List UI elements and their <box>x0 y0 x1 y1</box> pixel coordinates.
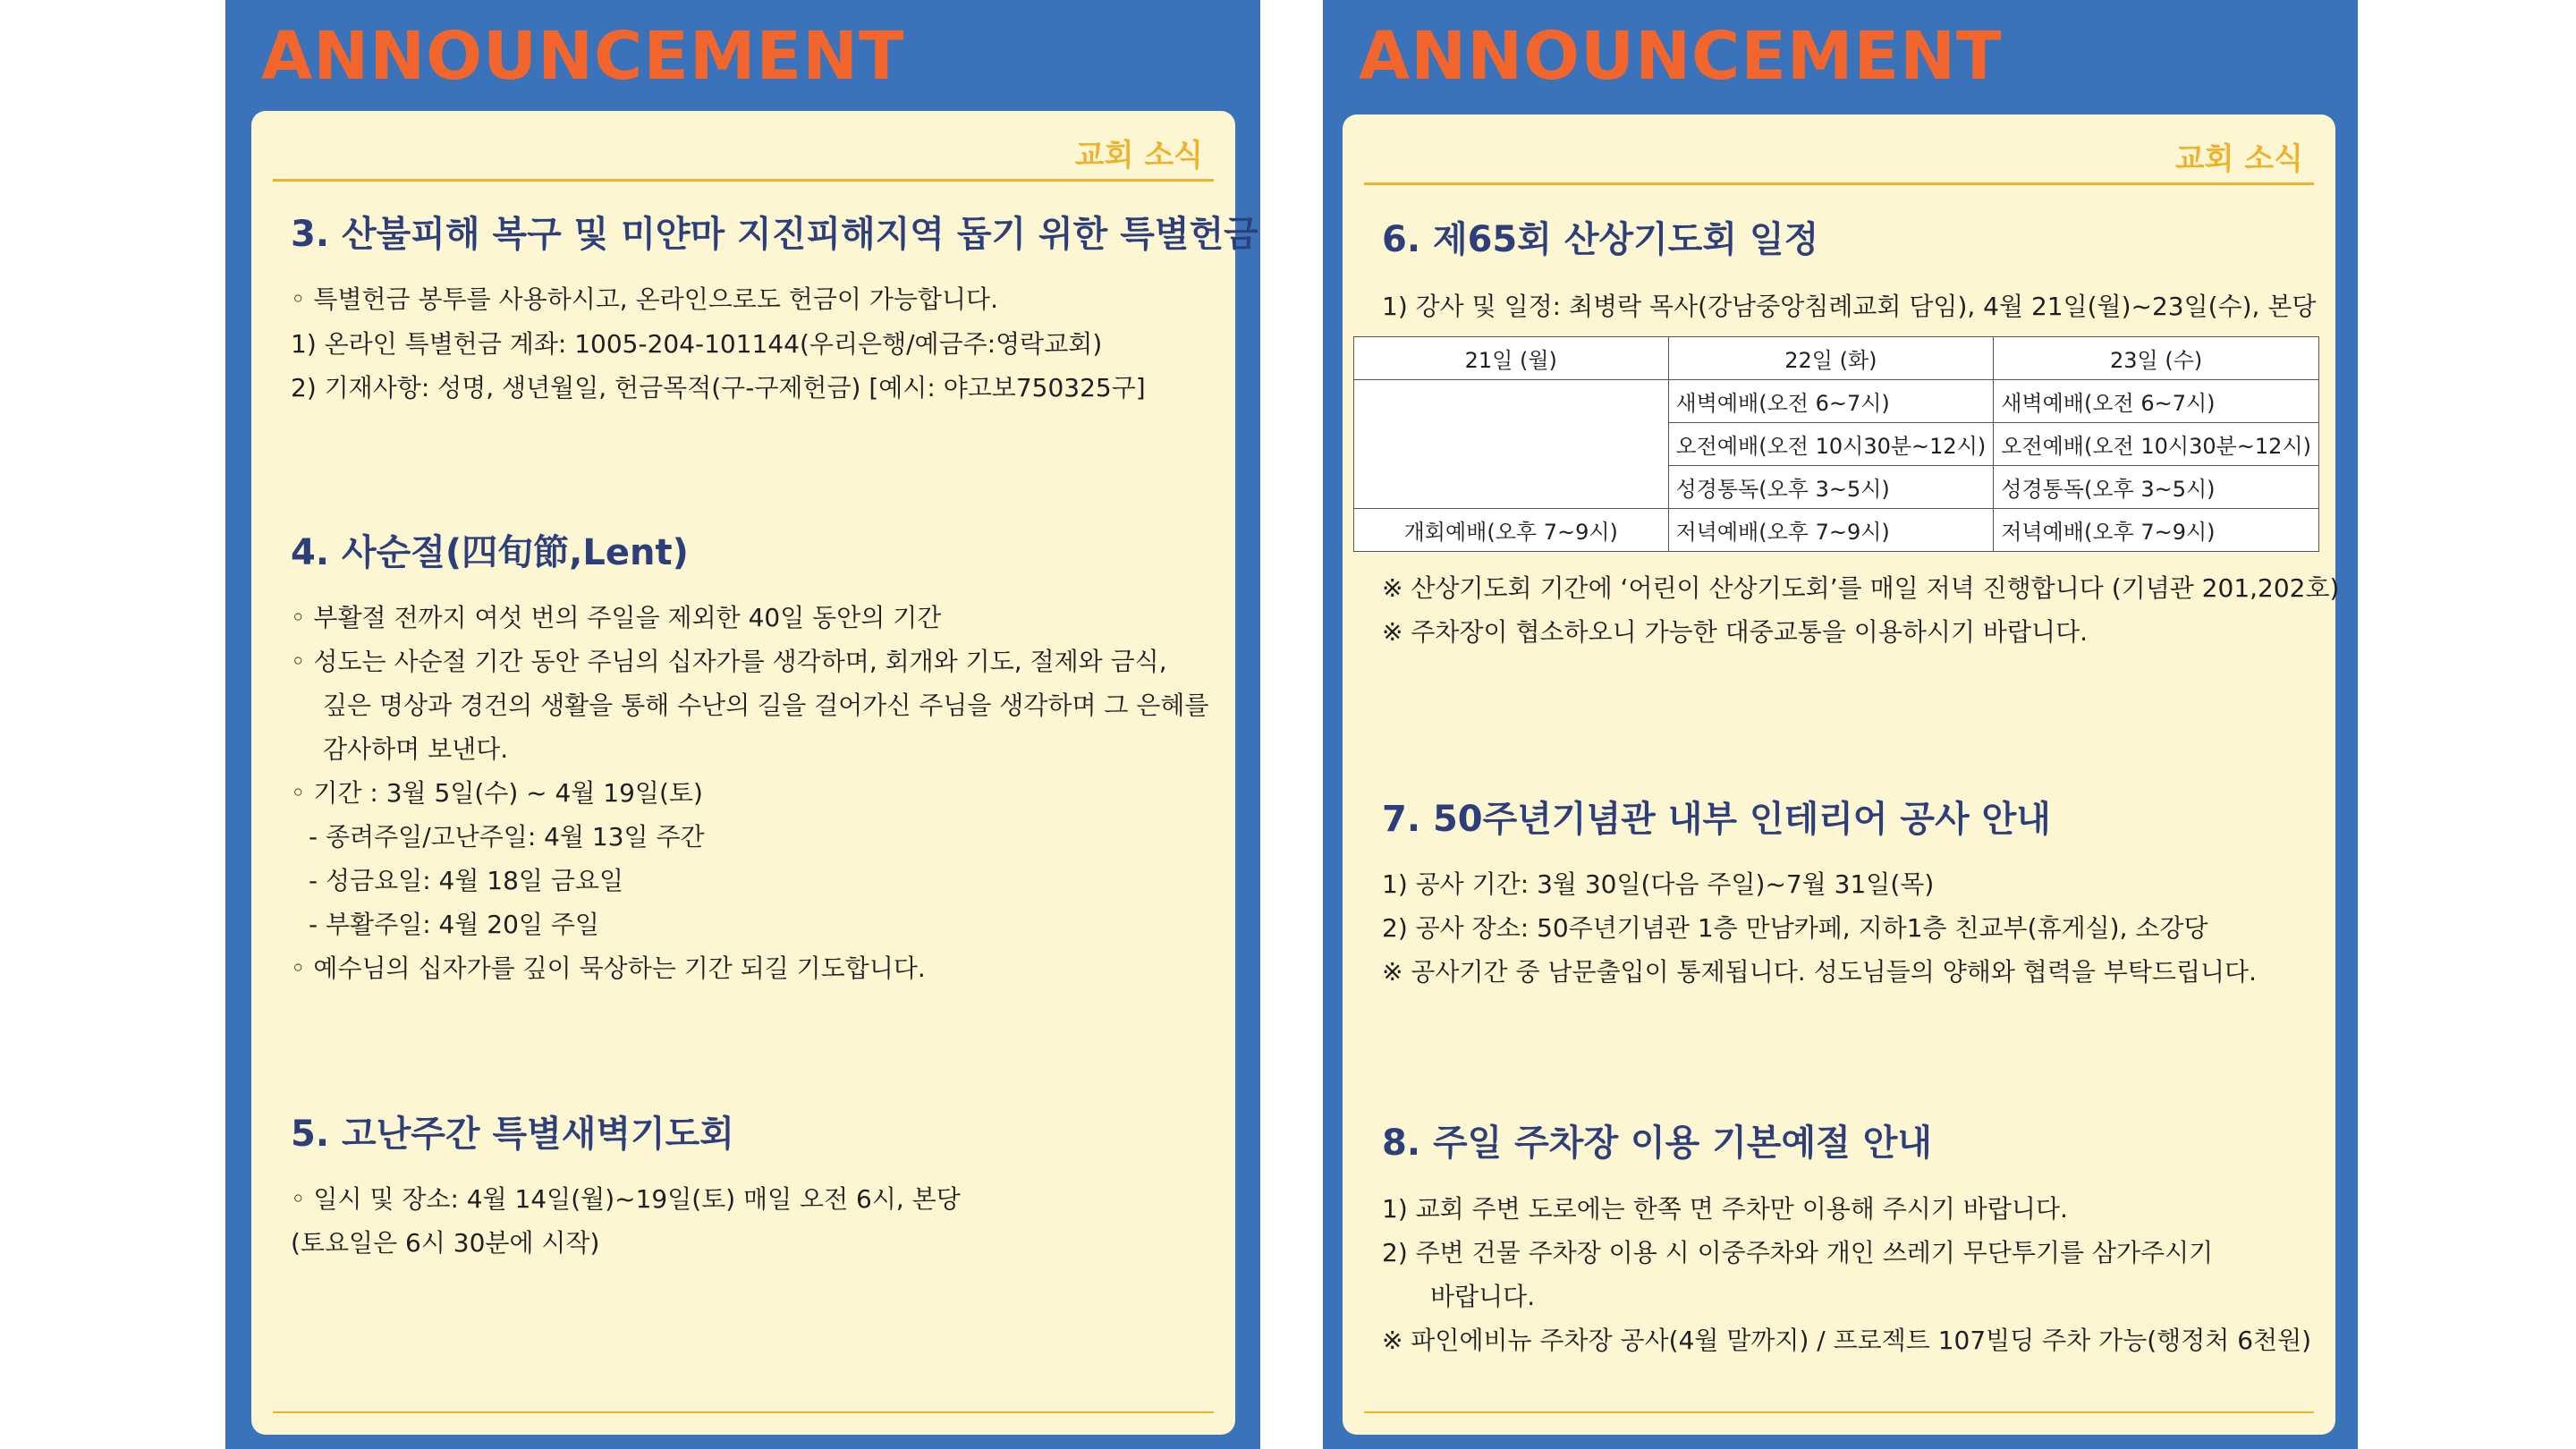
table-cell: 오전예배(오전 10시30분~12시) <box>1994 423 2319 466</box>
table-cell: 개회예배(오후 7~9시) <box>1354 509 1669 552</box>
table-cell: 저녁예배(오후 7~9시) <box>1994 509 2319 552</box>
section-7-line: 1) 공사 기간: 3월 30일(다음 주일)~7월 31일(목) <box>1382 869 1935 899</box>
section-3-heading: 3. 산불피해 복구 및 미얀마 지진피해지역 돕기 위한 특별헌금 <box>291 214 1258 255</box>
section-4-line: ◦ 기간 : 3월 5일(수) ~ 4월 19일(토) <box>291 778 703 808</box>
table-cell: 성경통독(오후 3~5시) <box>1668 466 1994 509</box>
section-8-line: 2) 주변 건물 주차장 이용 시 이중주차와 개인 쓰레기 무단투기를 삼가주시기 <box>1382 1238 2214 1267</box>
table-header-row <box>1354 337 2319 380</box>
table-header-cell: 21일 (월) <box>1354 337 1669 380</box>
announcement-title: ANNOUNCEMENT <box>261 18 905 95</box>
table-cell: 새벽예배(오전 6~7시) <box>1994 380 2319 423</box>
section-4-line: 감사하며 보낸다. <box>323 734 509 764</box>
table-row <box>1354 380 2319 423</box>
prayer-meeting-schedule-table <box>1353 336 2319 552</box>
section-5-heading: 5. 고난주간 특별새벽기도회 <box>291 1114 734 1155</box>
section-4-line: ◦ 성도는 사순절 기간 동안 주님의 십자가를 생각하며, 회개와 기도, 절제와 금식, <box>291 647 1167 676</box>
section-8-heading: 8. 주일 주차장 이용 기본예절 안내 <box>1382 1123 1932 1164</box>
section-8-line: 바랍니다. <box>1430 1282 1536 1311</box>
section-7-heading: 7. 50주년기념관 내부 인테리어 공사 안내 <box>1382 799 2051 840</box>
table-header-cell: 23일 (수) <box>1994 337 2319 380</box>
section-4-heading: 4. 사순절(四旬節,Lent) <box>291 532 689 573</box>
section-5-line: (토요일은 6시 30분에 시작) <box>291 1228 600 1258</box>
table-cell: 새벽예배(오전 6~7시) <box>1668 380 1994 423</box>
announcement-card <box>1343 114 2340 1435</box>
section-4-line: - 부활주일: 4월 20일 주일 <box>309 910 599 939</box>
section-8-line: ※ 파인에비뉴 주차장 공사(4월 말까지) / 프로젝트 107빌딩 주차 가능(행정처 6천원) <box>1382 1326 2312 1355</box>
table-cell: 오전예배(오전 10시30분~12시) <box>1668 423 1994 466</box>
church-news-tag: 교회 소식 <box>1074 138 1203 174</box>
section-4-line: 깊은 명상과 경건의 생활을 통해 수난의 길을 걸어가신 주님을 생각하며 그 은혜를 <box>323 691 1209 720</box>
divider <box>273 1411 1214 1413</box>
church-news-tag: 교회 소식 <box>2174 141 2303 177</box>
section-4-line: ◦ 부활절 전까지 여섯 번의 주일을 제외한 40일 동안의 기간 <box>291 603 942 632</box>
divider <box>1364 1411 2314 1413</box>
announcement-card <box>251 111 1258 1435</box>
section-4-line: - 종려주일/고난주일: 4월 13일 주간 <box>309 822 705 852</box>
left-announcement-panel <box>225 0 1260 1449</box>
right-announcement-panel <box>1323 0 2358 1449</box>
section-7-line: ※ 공사기간 중 남문출입이 통제됩니다. 성도님들의 양해와 협력을 부탁드립니다. <box>1382 957 2258 987</box>
section-8-line: 1) 교회 주변 도로에는 한쪽 면 주차만 이용해 주시기 바랍니다. <box>1382 1194 2068 1224</box>
section-3-line: ◦ 특별헌금 봉투를 사용하시고, 온라인으로도 헌금이 가능합니다. <box>291 284 998 314</box>
section-6-heading: 6. 제65회 산상기도회 일정 <box>1382 219 1819 260</box>
table-header-cell: 22일 (화) <box>1668 337 1994 380</box>
section-6-note: ※ 산상기도회 기간에 ‘어린이 산상기도회’를 매일 저녁 진행합니다 (기념관 201,202호) <box>1382 573 2340 603</box>
divider <box>273 179 1214 182</box>
section-5-line: ◦ 일시 및 장소: 4월 14일(월)~19일(토) 매일 오전 6시, 본당 <box>291 1184 961 1214</box>
section-4-line: ◦ 예수님의 십자가를 깊이 묵상하는 기간 되길 기도합니다. <box>291 953 926 983</box>
section-6-note: ※ 주차장이 협소하오니 가능한 대중교통을 이용하시기 바랍니다. <box>1382 617 2089 647</box>
announcement-title: ANNOUNCEMENT <box>1359 18 2003 95</box>
section-6-intro: 1) 강사 및 일정: 최병락 목사(강남중앙침례교회 담임), 4월 21일(월)~23일(수), 본당 <box>1382 292 2317 321</box>
section-4-line: - 성금요일: 4월 18일 금요일 <box>309 866 624 895</box>
divider <box>1364 182 2314 185</box>
table-cell <box>1354 380 1669 509</box>
table-cell: 성경통독(오후 3~5시) <box>1994 466 2319 509</box>
section-7-line: 2) 공사 장소: 50주년기념관 1층 만남카페, 지하1층 친교부(휴게실), 소강당 <box>1382 913 2208 943</box>
section-3-line: 2) 기재사항: 성명, 생년월일, 헌금목적(구-구제헌금) [예시: 야고보750325구] <box>291 373 1146 402</box>
table-cell: 저녁예배(오후 7~9시) <box>1668 509 1994 552</box>
table-row <box>1354 509 2319 552</box>
section-3-line: 1) 온라인 특별헌금 계좌: 1005-204-101144(우리은행/예금주:영락교회) <box>291 329 1103 359</box>
